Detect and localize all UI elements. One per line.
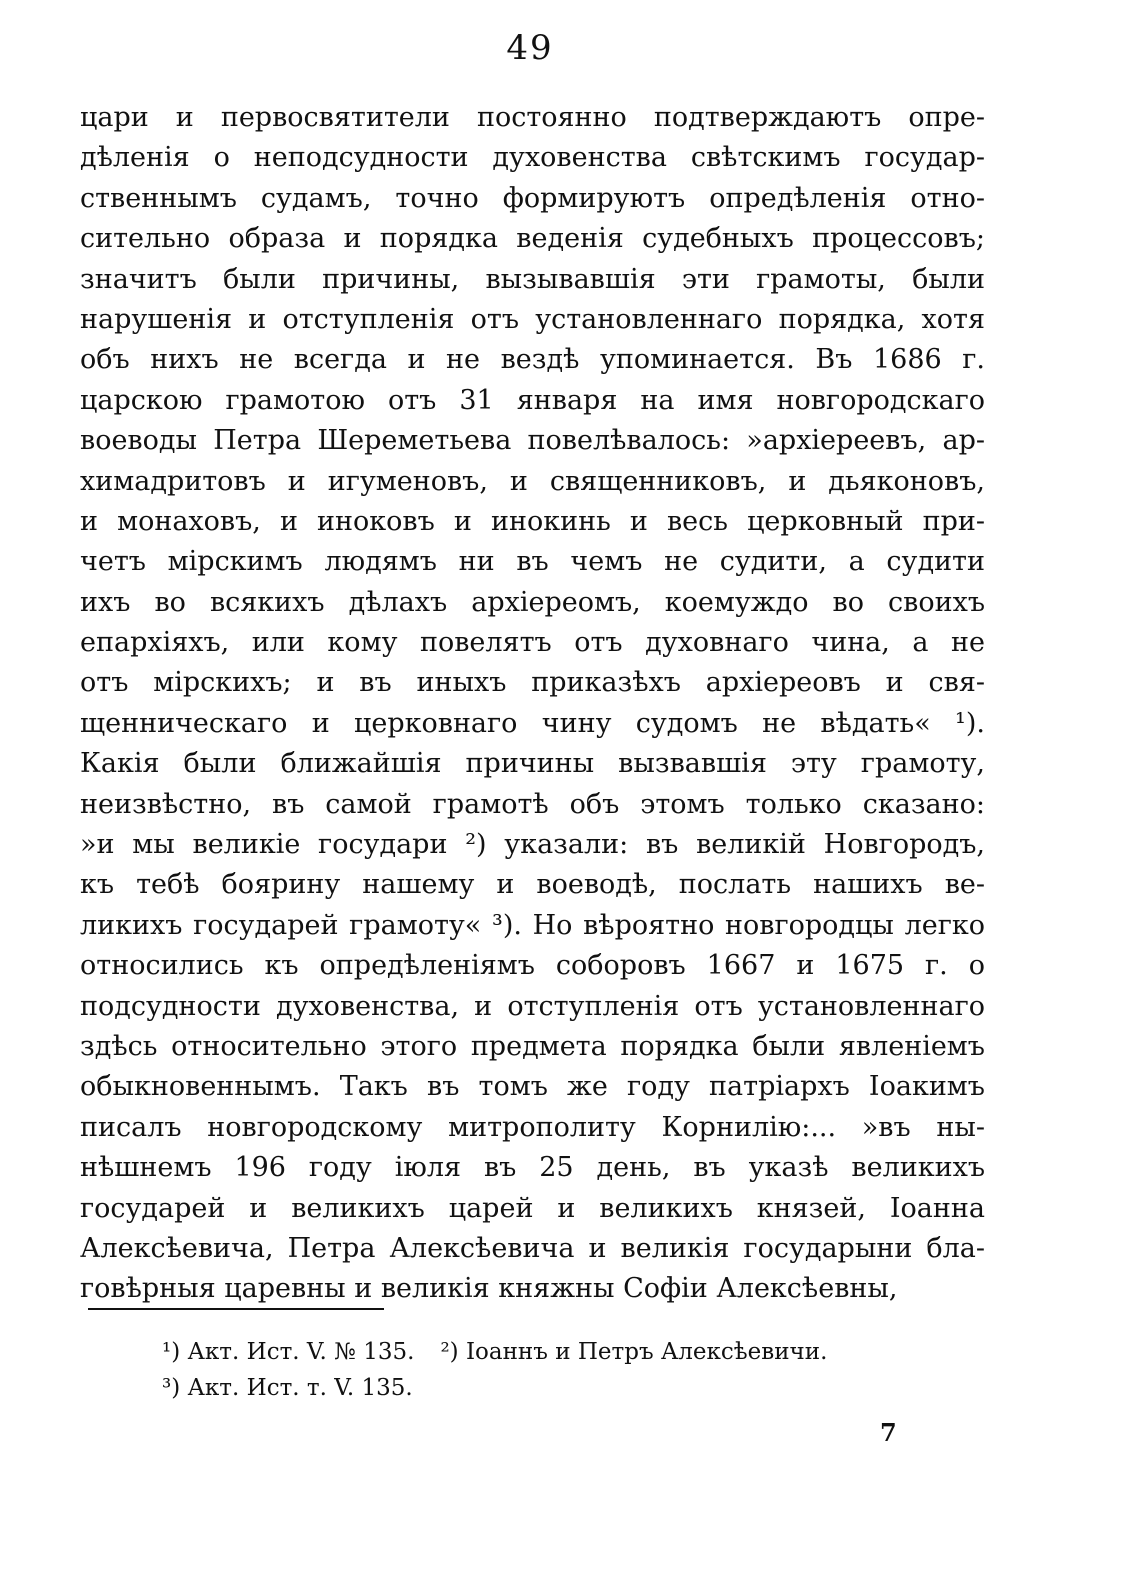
text-line: царскою грамотою отъ 31 января на имя новгородскаго (80, 384, 985, 416)
text-line: химадритовъ и игуменовъ, и священниковъ, и дьяконовъ, (80, 465, 985, 497)
text-line: ственнымъ судамъ, точно формируютъ опредѣленія отно- (80, 182, 985, 214)
text-line: къ тебѣ боярину нашему и воеводѣ, послать нашихъ ве- (80, 869, 985, 901)
text-line: дѣленія о неподсудности духовенства свѣтскимъ государ- (80, 142, 985, 174)
text-line: говѣрныя царевны и великія княжны Софіи Алексѣевны, (80, 1273, 898, 1305)
footnotes (162, 1334, 982, 1406)
text-line: нѣшнемъ 196 году іюля въ 25 день, въ указѣ великихъ (80, 1152, 985, 1184)
footnote-2: ²) Іоаннъ и Петръ Алексѣевичи. (440, 1339, 828, 1365)
text-line: нарушенія и отступленія отъ установленнаго порядка, хотя (80, 303, 985, 335)
text-line: воеводы Петра Шереметьева повелѣвалось: »архіереевъ, ар- (80, 425, 985, 457)
text-line: значитъ были причины, вызывавшія эти грамоты, были (80, 263, 985, 295)
footnote-3: ³) Акт. Ист. т. V. 135. (162, 1375, 413, 1401)
signature-mark: 7 (880, 1418, 897, 1447)
footnote-row (162, 1370, 982, 1406)
text-line: отъ мірскихъ; и въ иныхъ приказѣхъ архіереовъ и свя- (80, 667, 985, 699)
page-number: 49 (506, 28, 554, 68)
text-line: четъ мірскимъ людямъ ни въ чемъ не судити, а судити (80, 546, 985, 578)
text-line: Какія были ближайшія причины вызвавшія эту грамоту, (80, 748, 985, 780)
footnote-divider (88, 1308, 384, 1310)
footnote-row (162, 1334, 982, 1370)
text-line: ихъ во всякихъ дѣлахъ архіереомъ, коемуждо во своихъ (80, 586, 985, 618)
text-line: »и мы великіе государи ²) указали: въ великій Новгородъ, (80, 829, 985, 861)
text-line: подсудности духовенства, и отступленія отъ установленнаго (80, 990, 985, 1022)
text-line: государей и великихъ царей и великихъ князей, Іоанна (80, 1192, 985, 1224)
text-line: сительно образа и порядка веденія судебныхъ процессовъ; (80, 223, 985, 255)
text-line: здѣсь относительно этого предмета порядка были явленіемъ (80, 1030, 985, 1062)
text-line: щенническаго и церковнаго чину судомъ не вѣдать« ¹). (80, 707, 985, 739)
text-line: Алексѣевича, Петра Алексѣевича и великія государыни бла- (80, 1232, 985, 1264)
body-text (80, 98, 985, 1310)
footnote-1: ¹) Акт. Ист. V. № 135. (162, 1339, 415, 1365)
text-line: цари и первосвятители постоянно подтверждаютъ опре- (80, 102, 985, 133)
text-line: объ нихъ не всегда и не вездѣ упоминается. Въ 1686 г. (80, 344, 985, 376)
text-line: писалъ новгородскому митрополиту Корнилію:... »въ ны- (80, 1111, 985, 1143)
text-line: и монаховъ, и иноковъ и инокинь и весь церковный при- (80, 505, 985, 537)
text-line: епархіяхъ, или кому повелятъ отъ духовнаго чина, а не (80, 627, 985, 659)
text-line: неизвѣстно, въ самой грамотѣ объ этомъ только сказано: (80, 788, 985, 820)
text-line: ликихъ государей грамоту« ³). Но вѣроятно новгородцы легко (80, 909, 985, 941)
text-line: относились къ опредѣленіямъ соборовъ 1667 и 1675 г. о (80, 950, 985, 982)
text-line: обыкновеннымъ. Такъ въ томъ же году патріархъ Іоакимъ (80, 1071, 985, 1103)
